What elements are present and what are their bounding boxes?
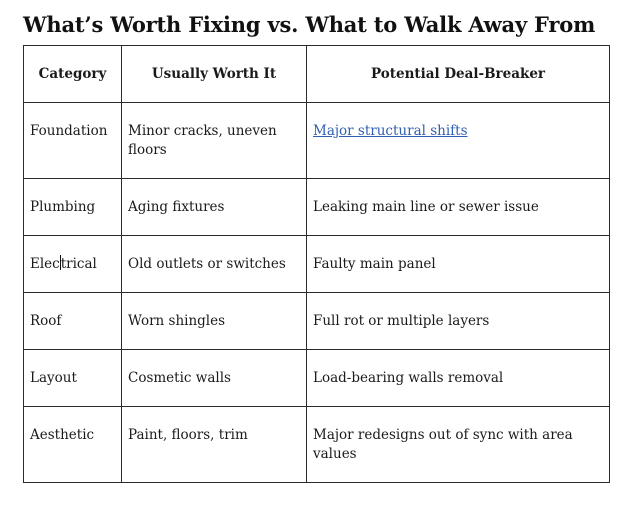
breaker-cell: Leaking main line or sewer issue — [307, 179, 610, 236]
breaker-cell: Faulty main panel — [307, 236, 610, 293]
worth-cell: Worn shingles — [122, 293, 307, 350]
table-row — [24, 350, 610, 407]
table-row — [24, 103, 610, 179]
table-row — [24, 293, 610, 350]
table-row — [24, 407, 610, 483]
worth-cell: Paint, floors, trim — [122, 407, 307, 483]
header-potential-deal-breaker: Potential Deal-Breaker — [307, 46, 610, 103]
header-usually-worth-it: Usually Worth It — [122, 46, 307, 103]
deal-breaker-link[interactable]: Major structural shifts — [313, 123, 468, 139]
category-cell: Roof — [24, 293, 122, 350]
category-cell[interactable] — [24, 236, 122, 293]
breaker-cell — [307, 103, 610, 179]
table-header-row — [24, 46, 610, 103]
category-cell: Foundation — [24, 103, 122, 179]
document-title: What’s Worth Fixing vs. What to Walk Away From — [23, 12, 596, 37]
table-row — [24, 179, 610, 236]
comparison-table — [23, 45, 610, 483]
worth-cell: Old outlets or switches — [122, 236, 307, 293]
worth-cell: Minor cracks, uneven floors — [122, 103, 307, 179]
breaker-cell: Major redesigns out of sync with area values — [307, 407, 610, 483]
header-category: Category — [24, 46, 122, 103]
worth-cell: Cosmetic walls — [122, 350, 307, 407]
category-text-before-caret: Elec — [30, 256, 60, 272]
breaker-cell: Full rot or multiple layers — [307, 293, 610, 350]
category-cell: Plumbing — [24, 179, 122, 236]
category-cell: Layout — [24, 350, 122, 407]
category-cell: Aesthetic — [24, 407, 122, 483]
table-row — [24, 236, 610, 293]
worth-cell: Aging fixtures — [122, 179, 307, 236]
category-text-after-caret: trical — [60, 256, 97, 272]
breaker-cell: Load-bearing walls removal — [307, 350, 610, 407]
